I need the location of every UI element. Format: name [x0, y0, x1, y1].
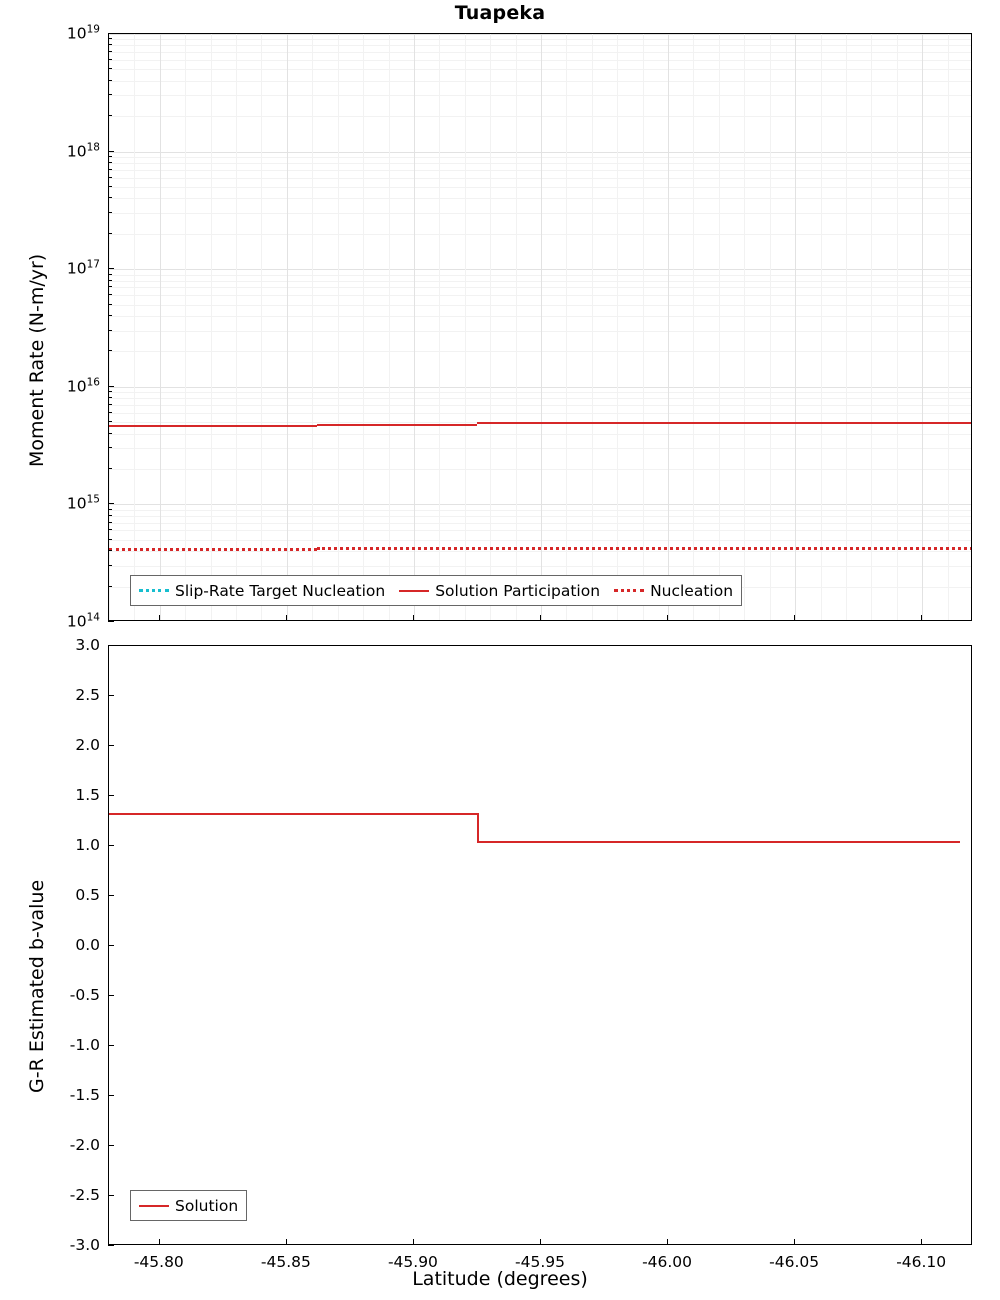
gridline-vertical [211, 34, 212, 620]
gridline-vertical [490, 34, 491, 620]
y-tick-label-b-value: 2.5 [75, 686, 100, 704]
gridline-horizontal [109, 39, 971, 40]
gridline-horizontal [109, 295, 971, 296]
gridline-vertical [516, 34, 517, 620]
y-tick-minor-moment-rate [108, 468, 112, 469]
y-tick-minor-moment-rate [108, 80, 112, 81]
y-tick-minor-moment-rate [108, 115, 112, 116]
y-tick-minor-moment-rate [108, 94, 112, 95]
x-tick-label: -46.00 [642, 1253, 693, 1271]
y-tick-label-b-value: -2.0 [69, 1136, 100, 1154]
gridline-vertical [922, 34, 923, 620]
gridline-horizontal [109, 351, 971, 352]
y-tick-minor-moment-rate [108, 169, 112, 170]
gridline-vertical [770, 34, 771, 620]
gridline-horizontal [109, 81, 971, 82]
y-tick-minor-moment-rate [108, 412, 112, 413]
gridline-horizontal [109, 95, 971, 96]
y-axis-label-b-value: G-R Estimated b-value [26, 879, 48, 1093]
x-tick-top [413, 615, 414, 621]
y-tick-b-value [108, 745, 114, 746]
y-tick-b-value [108, 1245, 114, 1246]
gridline-vertical [439, 34, 440, 620]
legend-moment-rate-entry[interactable] [139, 582, 385, 600]
y-tick-minor-moment-rate [108, 550, 112, 551]
y-axis-label-moment-rate: Moment Rate (N-m/yr) [26, 253, 48, 467]
gridline-horizontal [109, 198, 971, 199]
gridline-horizontal [109, 170, 971, 171]
x-tick-top [921, 615, 922, 621]
b-value-series-0-segment [477, 841, 960, 843]
gridline-vertical [846, 34, 847, 620]
y-tick-minor-moment-rate [108, 433, 112, 434]
y-tick-label-moment-rate: $10^{14}$ [66, 611, 100, 631]
moment-rate-series-1-segment [477, 422, 972, 424]
x-tick-label: -45.95 [515, 1253, 565, 1271]
y-tick-b-value [108, 795, 114, 796]
gridline-vertical [338, 34, 339, 620]
legend-moment-rate-entry[interactable] [399, 582, 600, 600]
y-tick-b-value [108, 995, 114, 996]
y-tick-minor-moment-rate [108, 586, 112, 587]
gridline-horizontal [109, 510, 971, 511]
gridline-vertical [795, 34, 796, 620]
legend-moment-rate-label: Solution Participation [435, 581, 601, 600]
y-tick-label-b-value: 3.0 [75, 636, 100, 654]
x-tick-label: -45.80 [133, 1253, 184, 1271]
gridline-horizontal [109, 523, 971, 524]
gridline-vertical [643, 34, 644, 620]
gridline-horizontal [109, 157, 971, 158]
y-tick-label-moment-rate: $10^{15}$ [66, 493, 100, 513]
gridline-horizontal [109, 178, 971, 179]
gridline-horizontal [109, 213, 971, 214]
gridline-vertical [414, 34, 415, 620]
y-tick-b-value [108, 1195, 114, 1196]
y-tick-b-value [108, 1045, 114, 1046]
gridline-vertical [465, 34, 466, 620]
y-tick-label-b-value: -1.5 [69, 1086, 100, 1104]
y-tick-minor-moment-rate [108, 391, 112, 392]
y-tick-minor-moment-rate [108, 421, 112, 422]
y-tick-minor-moment-rate [108, 522, 112, 523]
y-tick-b-value [108, 645, 114, 646]
gridline-horizontal [109, 392, 971, 393]
y-tick-label-b-value: -2.5 [69, 1186, 100, 1204]
gridline-vertical [134, 34, 135, 620]
legend-swatch-icon [399, 590, 429, 592]
y-tick-minor-moment-rate [108, 330, 112, 331]
gridline-vertical [236, 34, 237, 620]
gridline-horizontal [109, 551, 971, 552]
y-tick-minor-moment-rate [108, 350, 112, 351]
y-tick-moment-rate [108, 33, 114, 34]
x-tick-bottom [540, 1239, 541, 1245]
gridline-horizontal [109, 281, 971, 282]
y-tick-moment-rate [108, 386, 114, 387]
legend-moment-rate-label: Nucleation [650, 581, 734, 600]
legend-moment-rate[interactable] [130, 575, 742, 606]
y-tick-minor-moment-rate [108, 397, 112, 398]
gridline-horizontal [109, 434, 971, 435]
gridline-vertical [185, 34, 186, 620]
gridline-vertical [617, 34, 618, 620]
y-tick-minor-moment-rate [108, 447, 112, 448]
gridline-horizontal [109, 275, 971, 276]
legend-swatch-icon [139, 1205, 169, 1207]
moment-rate-series-2-segment [109, 548, 317, 551]
y-tick-minor-moment-rate [108, 38, 112, 39]
gridline-vertical [109, 34, 110, 620]
y-tick-minor-moment-rate [108, 59, 112, 60]
gridline-vertical [719, 34, 720, 620]
y-tick-b-value [108, 945, 114, 946]
y-tick-label-moment-rate: $10^{18}$ [66, 141, 100, 161]
x-tick-top [794, 615, 795, 621]
legend-moment-rate-entry[interactable] [614, 582, 733, 600]
gridline-horizontal [109, 566, 971, 567]
gridline-vertical [693, 34, 694, 620]
y-tick-minor-moment-rate [108, 51, 112, 52]
gridline-vertical [389, 34, 390, 620]
y-tick-b-value [108, 845, 114, 846]
y-tick-minor-moment-rate [108, 156, 112, 157]
gridline-vertical [566, 34, 567, 620]
y-tick-label-b-value: 1.5 [75, 786, 100, 804]
b-value-plot [108, 645, 972, 1245]
gridline-horizontal [109, 69, 971, 70]
y-tick-minor-moment-rate [108, 515, 112, 516]
gridline-vertical [261, 34, 262, 620]
gridline-horizontal [109, 540, 971, 541]
y-tick-minor-moment-rate [108, 529, 112, 530]
x-tick-bottom [413, 1239, 414, 1245]
y-tick-minor-moment-rate [108, 286, 112, 287]
y-tick-minor-moment-rate [108, 509, 112, 510]
y-tick-minor-moment-rate [108, 177, 112, 178]
y-tick-minor-moment-rate [108, 315, 112, 316]
y-tick-label-moment-rate: $10^{16}$ [66, 376, 100, 396]
y-tick-minor-moment-rate [108, 404, 112, 405]
gridline-vertical [871, 34, 872, 620]
y-tick-minor-moment-rate [108, 294, 112, 295]
gridline-horizontal [109, 387, 971, 388]
gridline-horizontal [109, 331, 971, 332]
gridline-vertical [541, 34, 542, 620]
y-tick-moment-rate [108, 268, 114, 269]
y-tick-b-value [108, 1095, 114, 1096]
gridline-horizontal [109, 34, 971, 35]
moment-rate-series-2-segment [317, 547, 972, 550]
y-tick-b-value [108, 695, 114, 696]
x-tick-top [667, 615, 668, 621]
gridline-horizontal [109, 60, 971, 61]
gridline-horizontal [109, 413, 971, 414]
gridline-horizontal [109, 116, 971, 117]
y-tick-minor-moment-rate [108, 233, 112, 234]
gridline-horizontal [109, 405, 971, 406]
gridline-horizontal [109, 448, 971, 449]
y-tick-moment-rate [108, 151, 114, 152]
gridline-horizontal [109, 45, 971, 46]
y-tick-minor-moment-rate [108, 162, 112, 163]
x-tick-label: -45.90 [387, 1253, 438, 1271]
legend-b-value-label: Solution [175, 1196, 239, 1215]
y-tick-minor-moment-rate [108, 212, 112, 213]
gridline-horizontal [109, 52, 971, 53]
y-tick-minor-moment-rate [108, 304, 112, 305]
x-tick-bottom [921, 1239, 922, 1245]
gridline-vertical [363, 34, 364, 620]
y-tick-label-b-value: -3.0 [69, 1236, 100, 1254]
y-tick-moment-rate [108, 503, 114, 504]
y-tick-b-value [108, 1145, 114, 1146]
gridline-vertical [592, 34, 593, 620]
gridline-vertical [668, 34, 669, 620]
gridline-horizontal [109, 234, 971, 235]
gridline-horizontal [109, 163, 971, 164]
x-tick-top [159, 615, 160, 621]
x-tick-bottom [667, 1239, 668, 1245]
x-tick-top [286, 615, 287, 621]
gridline-horizontal [109, 305, 971, 306]
y-tick-label-b-value: 1.0 [75, 836, 100, 854]
moment-rate-series-1-segment [109, 425, 317, 427]
gridline-horizontal [109, 287, 971, 288]
y-tick-minor-moment-rate [108, 44, 112, 45]
gridline-vertical [948, 34, 949, 620]
y-tick-label-b-value: -1.0 [69, 1036, 100, 1054]
x-axis-label-latitude: Latitude (degrees) [412, 1268, 588, 1290]
gridline-vertical [287, 34, 288, 620]
page-title: Tuapeka [454, 2, 546, 24]
x-tick-bottom [159, 1239, 160, 1245]
b-value-series-0-step [477, 813, 479, 841]
gridline-horizontal [109, 152, 971, 153]
y-tick-minor-moment-rate [108, 565, 112, 566]
gridline-vertical [897, 34, 898, 620]
moment-rate-series-1-segment [317, 424, 477, 426]
gridline-vertical [821, 34, 822, 620]
gridline-horizontal [109, 269, 971, 270]
y-tick-minor-moment-rate [108, 197, 112, 198]
y-tick-b-value [108, 895, 114, 896]
x-tick-bottom [286, 1239, 287, 1245]
legend-b-value[interactable] [130, 1190, 247, 1221]
gridline-horizontal [109, 530, 971, 531]
gridline-horizontal [109, 316, 971, 317]
y-tick-minor-moment-rate [108, 68, 112, 69]
x-tick-bottom [794, 1239, 795, 1245]
gridline-horizontal [109, 516, 971, 517]
x-tick-top [540, 615, 541, 621]
legend-swatch-icon [614, 589, 644, 592]
y-tick-minor-moment-rate [108, 539, 112, 540]
b-value-series-0-segment [109, 813, 477, 815]
gridline-horizontal [109, 398, 971, 399]
gridline-horizontal [109, 469, 971, 470]
y-tick-label-moment-rate: $10^{19}$ [66, 23, 100, 43]
y-tick-label-b-value: 0.5 [75, 886, 100, 904]
x-tick-label: -46.05 [769, 1253, 820, 1271]
y-tick-label-b-value: -0.5 [69, 986, 100, 1004]
gridline-horizontal [109, 504, 971, 505]
gridline-vertical [160, 34, 161, 620]
gridline-vertical [744, 34, 745, 620]
y-tick-minor-moment-rate [108, 280, 112, 281]
x-tick-label: -46.10 [896, 1253, 947, 1271]
y-tick-label-b-value: 0.0 [75, 936, 100, 954]
legend-swatch-icon [139, 589, 169, 592]
y-tick-minor-moment-rate [108, 274, 112, 275]
gridline-horizontal [109, 187, 971, 188]
y-tick-minor-moment-rate [108, 186, 112, 187]
legend-moment-rate-label: Slip-Rate Target Nucleation [175, 581, 386, 600]
x-tick-label: -45.85 [260, 1253, 311, 1271]
legend-b-value-entry[interactable] [139, 1197, 238, 1215]
gridline-vertical [312, 34, 313, 620]
y-tick-moment-rate [108, 621, 114, 622]
y-tick-label-b-value: 2.0 [75, 736, 100, 754]
moment-rate-plot [108, 33, 972, 621]
y-tick-label-moment-rate: $10^{17}$ [66, 258, 100, 278]
